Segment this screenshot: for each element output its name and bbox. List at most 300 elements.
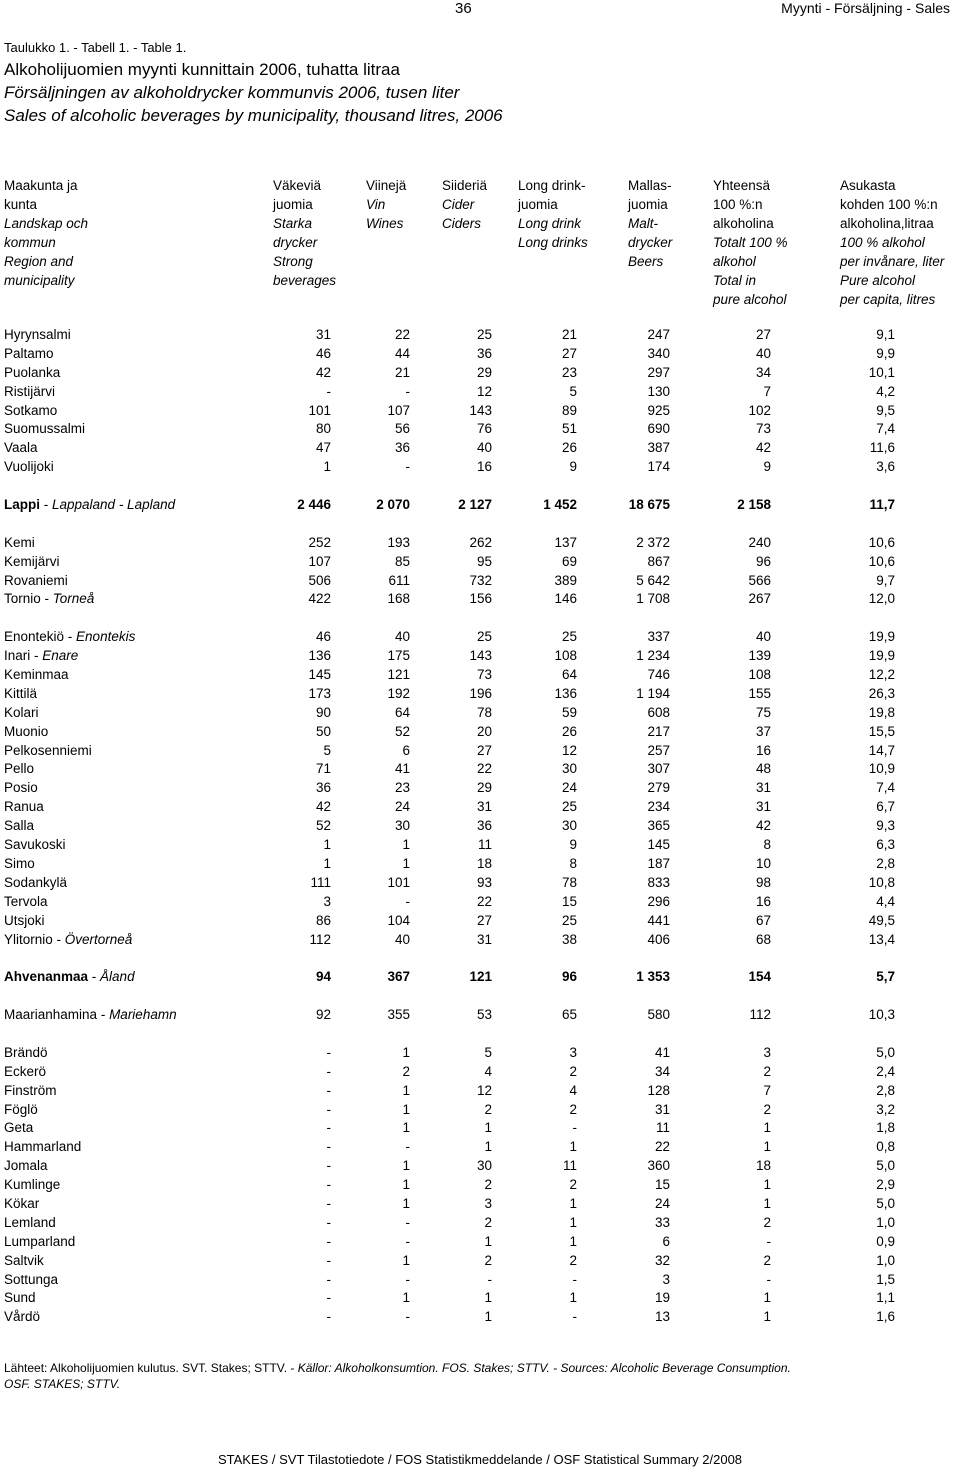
row-name-finnish: Geta — [4, 1120, 34, 1136]
cell-cider: 16 — [476, 459, 492, 475]
column-header-line: juomia — [273, 197, 313, 212]
cell-percap: 9,7 — [876, 572, 895, 588]
table-body — [0, 326, 960, 1327]
row-name-finnish: Lemland — [4, 1214, 56, 1230]
cell-percap: 1,0 — [876, 1214, 895, 1230]
cell-cider: 1 — [484, 1139, 492, 1155]
cell-total: 108 — [748, 667, 771, 683]
cell-malt: 580 — [647, 1007, 670, 1023]
row-name-swedish: Mariehamn — [109, 1007, 177, 1023]
cell-cider: 95 — [476, 553, 492, 569]
cell-long: 2 — [569, 1252, 577, 1268]
cell-wine: 1 — [402, 1120, 410, 1136]
cell-strong: 50 — [315, 723, 331, 739]
cell-percap: 11,7 — [869, 497, 895, 513]
row-name — [4, 383, 55, 402]
cell-strong: 252 — [308, 534, 331, 550]
cell-wine: 1 — [402, 1044, 410, 1060]
column-header-line: Väkeviä — [273, 178, 322, 193]
cell-cider: 53 — [476, 1007, 492, 1023]
running-head: Myynti - Försäljning - Sales — [781, 0, 950, 16]
cell-strong: 90 — [315, 704, 331, 720]
cell-malt: 3 — [662, 1271, 670, 1287]
table-row — [0, 1006, 960, 1025]
cell-percap: 19,9 — [868, 629, 895, 645]
row-name — [4, 1082, 57, 1101]
row-name — [4, 364, 60, 383]
cell-long: 26 — [561, 723, 577, 739]
cell-malt: 22 — [654, 1139, 670, 1155]
column-header-line: Vin — [366, 197, 386, 212]
cell-total: 18 — [755, 1158, 771, 1174]
cell-strong: - — [326, 1195, 331, 1211]
column-header-line: juomia — [628, 197, 668, 212]
column-header-line: drycker — [273, 235, 318, 250]
cell-malt: 32 — [654, 1252, 670, 1268]
row-name — [4, 874, 67, 893]
column-header-line: Ciders — [442, 216, 482, 231]
cell-cider: 732 — [469, 572, 492, 588]
table-label: Taulukko 1. - Tabell 1. - Table 1. — [4, 40, 187, 55]
page-number: 36 — [455, 0, 472, 17]
row-name — [4, 553, 60, 572]
cell-strong: - — [326, 1290, 331, 1306]
cell-total: 42 — [755, 818, 771, 834]
cell-wine: 40 — [394, 931, 410, 947]
cell-cider: 262 — [469, 534, 492, 550]
cell-wine: 52 — [394, 723, 410, 739]
sources-note — [4, 1360, 791, 1392]
row-name-finnish: Savukoski — [4, 837, 66, 853]
cell-malt: 34 — [654, 1063, 670, 1079]
cell-percap: 3,6 — [876, 459, 895, 475]
cell-total: 2 — [763, 1252, 771, 1268]
name-separator: - — [30, 648, 43, 664]
cell-total: 112 — [749, 1007, 771, 1023]
cell-wine: 121 — [387, 667, 410, 683]
cell-cider: 2 — [484, 1101, 492, 1117]
cell-percap: 4,2 — [876, 383, 895, 399]
table-row — [0, 402, 960, 421]
row-name-finnish: Kumlinge — [4, 1177, 61, 1193]
cell-total: 42 — [755, 440, 771, 456]
cell-cider: 2 — [484, 1252, 492, 1268]
cell-total: 31 — [755, 799, 771, 815]
cell-strong: 94 — [315, 969, 331, 985]
row-name-finnish: Vaala — [4, 440, 38, 456]
column-header-malt — [628, 176, 672, 271]
cell-wine: 40 — [394, 629, 410, 645]
cell-cider: 20 — [476, 723, 492, 739]
row-name-finnish: Saltvik — [4, 1252, 44, 1268]
cell-strong: 107 — [308, 553, 331, 569]
cell-wine: 1 — [402, 1082, 410, 1098]
cell-total: 7 — [763, 1082, 771, 1098]
column-header-line: municipality — [4, 273, 75, 288]
cell-percap: 4,4 — [876, 893, 895, 909]
row-name — [4, 1252, 44, 1271]
row-name — [4, 742, 92, 761]
cell-total: 37 — [755, 723, 771, 739]
cell-long: 2 — [569, 1101, 577, 1117]
column-header-line: Totalt 100 % — [713, 235, 788, 250]
row-name — [4, 779, 38, 798]
row-name-finnish: Sotkamo — [4, 402, 58, 418]
cell-strong: - — [326, 383, 331, 399]
cell-strong: - — [326, 1101, 331, 1117]
table-row — [0, 1271, 960, 1290]
table-row — [0, 572, 960, 591]
cell-malt: 1 234 — [636, 648, 670, 664]
cell-total: 67 — [755, 912, 771, 928]
row-name-finnish: Simo — [4, 855, 35, 871]
cell-long: 2 — [569, 1063, 577, 1079]
row-name-finnish: Sund — [4, 1290, 36, 1306]
cell-wine: - — [405, 1233, 410, 1249]
cell-malt: 6 — [662, 1233, 670, 1249]
cell-long: 25 — [561, 799, 577, 815]
table-row — [0, 760, 960, 779]
row-name-finnish: Lappi — [4, 497, 40, 513]
cell-long: 89 — [561, 402, 577, 418]
cell-cider: 12 — [476, 1082, 492, 1098]
cell-percap: 7,4 — [876, 780, 895, 796]
column-header-line: alkohol — [713, 254, 756, 269]
cell-strong: - — [326, 1082, 331, 1098]
cell-percap: 14,7 — [868, 742, 895, 758]
cell-percap: 3,2 — [876, 1101, 895, 1117]
cell-wine: 101 — [387, 874, 410, 890]
cell-total: 98 — [755, 874, 771, 890]
cell-cider: 27 — [476, 742, 492, 758]
row-name-finnish: Paltamo — [4, 345, 54, 361]
cell-wine: 36 — [394, 440, 410, 456]
cell-cider: 25 — [476, 629, 492, 645]
cell-total: 7 — [763, 383, 771, 399]
cell-malt: 365 — [647, 818, 670, 834]
row-name — [4, 647, 78, 666]
row-name-swedish: Åland — [100, 969, 135, 985]
cell-cider: 73 — [476, 667, 492, 683]
cell-wine: 1 — [402, 837, 410, 853]
cell-cider: 1 — [484, 1309, 492, 1325]
column-header-line: alkoholina — [713, 216, 774, 231]
cell-total: 1 — [763, 1177, 771, 1193]
row-name-finnish: Vuolijoki — [4, 459, 54, 475]
cell-long: 11 — [562, 1158, 577, 1174]
cell-malt: 18 675 — [628, 497, 670, 513]
cell-percap: 26,3 — [868, 685, 895, 701]
cell-strong: 47 — [315, 440, 331, 456]
cell-long: 2 — [569, 1177, 577, 1193]
column-header-cider — [442, 176, 487, 233]
cell-long: 108 — [554, 648, 577, 664]
row-name — [4, 1214, 56, 1233]
cell-strong: 42 — [315, 799, 331, 815]
row-name — [4, 704, 39, 723]
cell-malt: 234 — [647, 799, 670, 815]
cell-malt: 307 — [647, 761, 670, 777]
row-name — [4, 666, 69, 685]
row-name-finnish: Kemijärvi — [4, 553, 60, 569]
table-row — [0, 345, 960, 364]
cell-malt: 145 — [647, 837, 670, 853]
table-row — [0, 1195, 960, 1214]
cell-strong: 111 — [310, 874, 331, 890]
column-header-line: Cider — [442, 197, 475, 212]
cell-percap: 9,1 — [876, 327, 895, 342]
row-name-swedish: Övertorneå — [64, 931, 133, 947]
cell-percap: 5,0 — [876, 1044, 895, 1060]
table-row — [0, 931, 960, 950]
cell-wine: 168 — [387, 591, 410, 607]
cell-cider: 11 — [477, 837, 492, 853]
row-name-finnish: Utsjoki — [4, 912, 45, 928]
table-row — [0, 893, 960, 912]
column-header-total — [713, 176, 788, 309]
cell-long: - — [572, 1271, 577, 1287]
cell-strong: 101 — [308, 402, 331, 418]
cell-total: 1 — [763, 1195, 771, 1211]
cell-strong: 92 — [315, 1007, 331, 1023]
cell-cider: 1 — [484, 1233, 492, 1249]
cell-strong: 3 — [323, 893, 331, 909]
table-row — [0, 1101, 960, 1120]
row-name-finnish: Maarianhamina — [4, 1007, 98, 1023]
row-name — [4, 1308, 40, 1327]
cell-total: 3 — [763, 1044, 771, 1060]
cell-malt: 19 — [654, 1290, 670, 1306]
cell-percap: 19,8 — [868, 704, 895, 720]
cell-long: 3 — [569, 1044, 577, 1060]
cell-percap: 10,1 — [868, 364, 895, 380]
cell-wine: 1 — [402, 1177, 410, 1193]
column-header-line: beverages — [273, 273, 337, 288]
cell-wine: 21 — [394, 364, 410, 380]
cell-wine: 41 — [394, 761, 410, 777]
cell-malt: 130 — [647, 383, 670, 399]
column-header-strong — [273, 176, 336, 290]
column-header-percap — [840, 176, 944, 309]
cell-long: 1 — [569, 1214, 577, 1230]
cell-cider: 2 — [484, 1177, 492, 1193]
cell-malt: 340 — [647, 345, 670, 361]
cell-strong: - — [326, 1063, 331, 1079]
cell-wine: - — [405, 1309, 410, 1325]
cell-wine: - — [405, 893, 410, 909]
cell-percap: 10,8 — [868, 874, 895, 890]
cell-total: 27 — [755, 327, 771, 342]
row-name — [4, 968, 135, 987]
cell-total: 16 — [755, 893, 771, 909]
column-header-line: Total in — [713, 273, 757, 288]
cell-long: 1 — [569, 1195, 577, 1211]
name-separator: - — [40, 497, 52, 513]
title-swedish: Försäljningen av alkoholdrycker kommunvis 2006, tusen liter — [4, 83, 460, 102]
cell-percap: 1,8 — [876, 1120, 895, 1136]
row-name — [4, 1101, 38, 1120]
cell-strong: - — [326, 1177, 331, 1193]
name-separator: - — [52, 931, 65, 947]
row-name-finnish: Brändö — [4, 1044, 48, 1060]
cell-cider: 30 — [476, 1158, 492, 1174]
table-row — [0, 779, 960, 798]
cell-long: 146 — [554, 591, 577, 607]
column-header-region — [4, 176, 88, 290]
cell-strong: 42 — [315, 364, 331, 380]
row-name — [4, 572, 68, 591]
cell-strong: 31 — [315, 327, 331, 342]
cell-percap: 5,0 — [876, 1158, 895, 1174]
cell-percap: 6,3 — [876, 837, 895, 853]
row-name-swedish: Enare — [42, 648, 79, 664]
cell-strong: 1 — [323, 855, 331, 871]
cell-malt: 296 — [647, 893, 670, 909]
cell-malt: 746 — [647, 667, 670, 683]
cell-cider: 22 — [476, 761, 492, 777]
cell-long: 4 — [569, 1082, 577, 1098]
row-name-finnish: Föglö — [4, 1101, 38, 1117]
row-name — [4, 1233, 75, 1252]
cell-long: 69 — [561, 553, 577, 569]
cell-wine: - — [405, 1271, 410, 1287]
row-name-finnish: Kittilä — [4, 685, 38, 701]
name-separator: - — [40, 591, 53, 607]
cell-cider: 2 — [484, 1214, 492, 1230]
cell-wine: 1 — [402, 1158, 410, 1174]
cell-long: 9 — [569, 837, 577, 853]
row-name — [4, 723, 48, 742]
cell-wine: 193 — [387, 534, 410, 550]
cell-malt: 387 — [647, 440, 670, 456]
cell-cider: 1 — [484, 1120, 492, 1136]
cell-malt: 608 — [647, 704, 670, 720]
cell-percap: 2,4 — [876, 1063, 895, 1079]
cell-long: 136 — [554, 685, 577, 701]
cell-strong: - — [326, 1252, 331, 1268]
row-name-swedish: Lappaland - Lapland — [52, 497, 176, 513]
cell-total: 102 — [748, 402, 771, 418]
cell-cider: 36 — [476, 345, 492, 361]
row-name — [4, 1271, 58, 1290]
cell-cider: 22 — [476, 893, 492, 909]
cell-percap: 1,5 — [876, 1271, 895, 1287]
cell-long: - — [572, 1309, 577, 1325]
table-row — [0, 742, 960, 761]
row-name-finnish: Sodankylä — [4, 874, 68, 890]
cell-cider: 143 — [469, 402, 492, 418]
cell-long: 24 — [561, 780, 577, 796]
cell-cider: 40 — [476, 440, 492, 456]
cell-total: 2 158 — [737, 497, 771, 513]
cell-malt: 1 194 — [636, 685, 670, 701]
table-row — [0, 364, 960, 383]
row-name-finnish: Muonio — [4, 723, 49, 739]
column-header-line: Region and — [4, 254, 74, 269]
column-header-line: Starka — [273, 216, 313, 231]
cell-cider: 29 — [476, 780, 492, 796]
cell-percap: 2,8 — [876, 1082, 895, 1098]
cell-strong: 1 — [323, 837, 331, 853]
column-header-line: kunta — [4, 197, 38, 212]
cell-cider: 196 — [469, 685, 492, 701]
cell-long: 25 — [561, 629, 577, 645]
cell-malt: 1 708 — [636, 591, 670, 607]
cell-malt: 406 — [647, 931, 670, 947]
cell-total: 40 — [755, 345, 771, 361]
title-finnish: Alkoholijuomien myynti kunnittain 2006, tuhatta litraa — [4, 60, 400, 79]
cell-cider: 27 — [476, 912, 492, 928]
row-name — [4, 402, 57, 421]
cell-wine: 1 — [402, 855, 410, 871]
sources-line2: OSF. STAKES; STTV. — [4, 1377, 121, 1391]
table-row — [0, 534, 960, 553]
cell-long: 51 — [561, 421, 577, 437]
cell-total: 267 — [748, 591, 771, 607]
table-row — [0, 383, 960, 402]
cell-total: 1 — [763, 1290, 771, 1306]
cell-strong: - — [326, 1214, 331, 1230]
table-row — [0, 723, 960, 742]
table-row — [0, 496, 960, 515]
row-name-finnish: Jomala — [4, 1158, 48, 1174]
cell-wine: 1 — [402, 1101, 410, 1117]
cell-strong: 2 446 — [297, 497, 331, 513]
row-name — [4, 912, 45, 931]
cell-malt: 690 — [647, 421, 670, 437]
sources-finnish: Lähteet: Alkoholijuomien kulutus. SVT. Stakes; STTV. - — [4, 1361, 298, 1375]
cell-long: 30 — [561, 818, 577, 834]
cell-total: 73 — [755, 421, 771, 437]
column-header-line: 100 % alkohol — [840, 235, 925, 250]
row-name-finnish: Vårdö — [4, 1309, 41, 1325]
column-header-line: Long drink- — [518, 178, 586, 193]
row-name — [4, 1044, 48, 1063]
cell-percap: 49,5 — [868, 912, 895, 928]
cell-total: 154 — [748, 969, 771, 985]
cell-wine: 192 — [387, 685, 410, 701]
cell-malt: 31 — [654, 1101, 670, 1117]
row-name — [4, 420, 85, 439]
row-name — [4, 836, 66, 855]
cell-cider: 12 — [476, 383, 492, 399]
cell-malt: 128 — [647, 1082, 670, 1098]
cell-total: 34 — [755, 364, 771, 380]
cell-cider: 5 — [484, 1044, 492, 1060]
cell-long: 78 — [561, 874, 577, 890]
cell-long: 21 — [561, 327, 577, 342]
cell-percap: 1,6 — [876, 1309, 895, 1325]
cell-malt: 297 — [647, 364, 670, 380]
cell-cider: 3 — [484, 1195, 492, 1211]
cell-strong: - — [326, 1120, 331, 1136]
cell-malt: 1 353 — [636, 969, 670, 985]
cell-percap: 7,4 — [876, 421, 895, 437]
cell-total: 2 — [763, 1101, 771, 1117]
cell-percap: 15,5 — [868, 723, 895, 739]
cell-wine: - — [405, 1139, 410, 1155]
row-name-finnish: Ranua — [4, 799, 44, 815]
cell-total: 96 — [755, 553, 771, 569]
cell-total: 566 — [748, 572, 771, 588]
column-header-line: drycker — [628, 235, 673, 250]
cell-long: - — [572, 1120, 577, 1136]
table-row — [0, 1063, 960, 1082]
cell-strong: 173 — [308, 685, 331, 701]
cell-percap: 0,9 — [876, 1233, 895, 1249]
cell-strong: - — [326, 1309, 331, 1325]
table-row — [0, 1289, 960, 1308]
